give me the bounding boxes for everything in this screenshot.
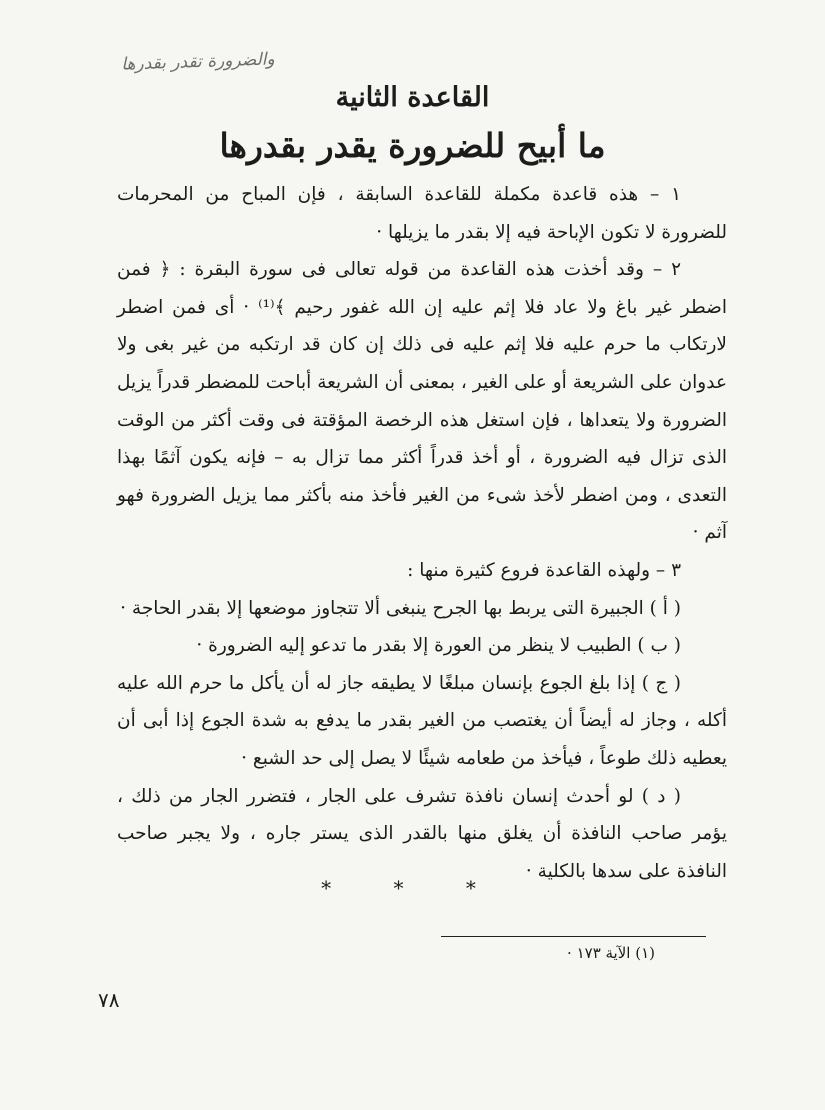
branch-a: ( أ ) الجبيرة التى يربط بها الجرح ينبغى ألا تتجاوز موضعها إلا بقدر الحاجة · bbox=[120, 597, 681, 619]
page-number: ٧٨ bbox=[98, 988, 120, 1012]
section-separator: * * * bbox=[321, 876, 504, 900]
footnote: (١) الآية ١٧٣ · bbox=[567, 944, 655, 962]
handwritten-margin-note: والضرورة تقدر بقدرها bbox=[120, 49, 276, 75]
rule-title: القاعدة الثانية bbox=[335, 82, 490, 113]
rule-statement: ما أبيح للضرورة يقدر بقدرها bbox=[219, 126, 606, 165]
branch-d: ( د ) لو أحدث إنسان نافذة تشرف على الجار ، فتضرر الجار من ذلك ، يؤمر صاحب النافذة أن يغلق منها بالقدر الذى يستر جاره ، ولا يجبر صاحب النافذة على سدها بالكلية · bbox=[117, 785, 727, 882]
paragraph-1: ١ – هذه قاعدة مكملة للقاعدة السابقة ، فإن المباح من المحرمات للضرورة لا تكون الإباحة فيه إلا بقدر ما يزيلها · bbox=[117, 184, 727, 243]
page-body bbox=[117, 176, 727, 890]
paragraph-3: ٣ – ولهذه القاعدة فروع كثيرة منها : bbox=[407, 559, 681, 581]
footnote-rule bbox=[441, 936, 706, 937]
paragraph-2: ٢ – وقد أخذت هذه القاعدة من قوله تعالى فى سورة البقرة : ﴿ فمن اضطر غير باغ ولا عاد فلا إثم عليه إن الله غفور رحيم ﴾⁽¹⁾ · أى فمن اضطر لارتكاب ما حرم عليه فلا إثم عليه فى ذلك إن كان قد ارتكبه من غير بغى ولا عدوان على الشريعة أو على الغير ، بمعنى أن الشريعة أباحت للمضطر قدراً يزيل الضرورة ولا يتعداها ، فإن استغل هذه الرخصة المؤقتة فى وقت أكثر من الوقت الذى تزال فيه الضرورة ، أو أخذ قدراً أكثر مما تزال به – فإنه يكون آثمًا بهذا التعدى ، ومن اضطر لأخذ شىء من الغير فأخذ منه بأكثر مما يزيل الضرورة فهو آثم · bbox=[117, 259, 727, 544]
branch-b: ( ب ) الطبيب لا ينظر من العورة إلا بقدر ما تدعو إليه الضرورة · bbox=[196, 635, 681, 657]
branch-c: ( ج ) إذا بلغ الجوع بإنسان مبلغًا لا يطيقه جاز له أن يأكل ما حرم الله عليه أكله ، وجاز له أيضاً أن يغتصب من الغير بقدر ما يدفع به شدة الجوع إذا أبى أن يعطيه ذلك طوعاً ، فيأخذ من طعامه شيئًا لا يصل إلى حد الشبع · bbox=[117, 672, 727, 769]
